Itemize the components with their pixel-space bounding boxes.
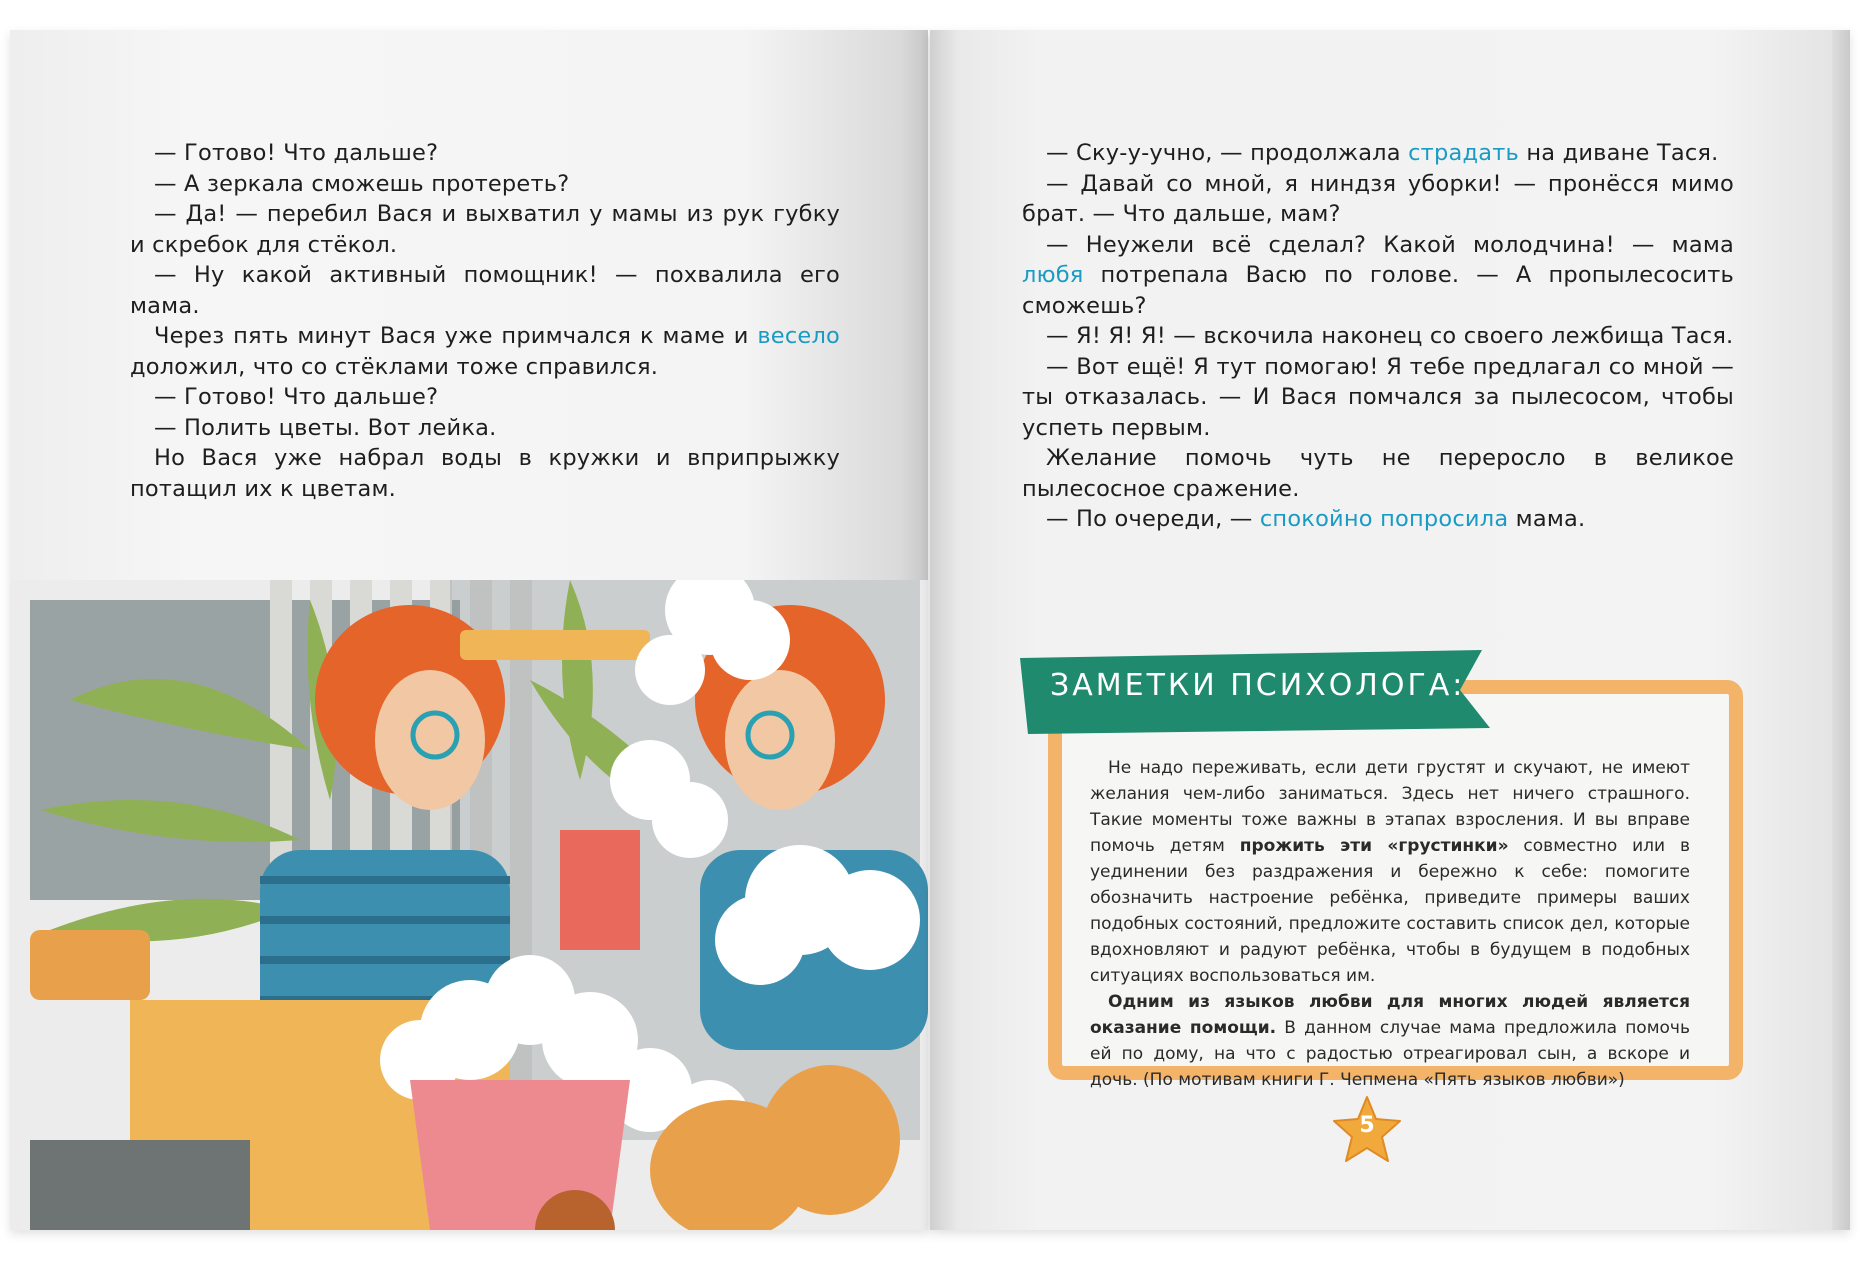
text-run: — Давай со мной, я ниндзя уборки! — пронёсся мимо брат. — Что дальше, мам? bbox=[1022, 170, 1734, 227]
book-spread bbox=[10, 30, 1850, 1235]
right-page-text bbox=[1022, 138, 1734, 535]
text-run: совместно или в уединении без раздражения и бережно к себе: помогите обозначить настроение ребёнка, приведите примеры ваших подобных состояний, предложите составить список дел, которые вдохновляют и радуют ребёнка, чтобы в будущем в подобных ситуациях воспользоваться им. bbox=[1090, 836, 1690, 986]
paragraph bbox=[1022, 321, 1734, 352]
paragraph bbox=[130, 413, 840, 444]
text-run: — Я! Я! Я! — вскочила наконец со своего лежбища Тася. bbox=[1046, 323, 1734, 349]
text-run: Желание помочь чуть не переросло в великое пылесосное сражение. bbox=[1022, 445, 1734, 502]
highlighted-word: весело bbox=[757, 323, 840, 349]
paragraph bbox=[130, 138, 840, 169]
paragraph bbox=[1090, 755, 1690, 989]
text-run: на диване Тася. bbox=[1518, 140, 1719, 166]
notes-text bbox=[1090, 755, 1690, 1093]
text-run: — Готово! Что дальше? bbox=[154, 384, 439, 410]
text-run: потрепала Васю по голове. — А пропылесосить сможешь? bbox=[1022, 262, 1734, 319]
page-number-text: 5 bbox=[1359, 1113, 1375, 1138]
text-run: — Ску-у-учно, — продолжала bbox=[1046, 140, 1409, 166]
paragraph bbox=[130, 169, 840, 200]
paragraph bbox=[130, 260, 840, 321]
paragraph bbox=[1022, 169, 1734, 230]
psychologist-notes bbox=[1020, 650, 1765, 1090]
paragraph bbox=[130, 199, 840, 260]
text-run: — Неужели всё сделал? Какой молодчина! — мама bbox=[1046, 231, 1734, 258]
text-run: Но Вася уже набрал воды в кружки и вприпрыжку потащил их к цветам. bbox=[130, 445, 840, 502]
paragraph bbox=[1022, 443, 1734, 504]
paragraph bbox=[1090, 989, 1690, 1093]
page-number bbox=[1332, 1095, 1402, 1165]
text-run: — Да! — перебил Вася и выхватил у мамы из рук губку и скребок для стёкол. bbox=[130, 201, 840, 258]
paragraph bbox=[130, 443, 840, 504]
text-run: — А зеркала сможешь протереть? bbox=[154, 170, 570, 197]
text-run: — Вот ещё! Я тут помогаю! Я тебе предлагал со мной — ты отказалась. — И Вася помчался за пылесосом, чтобы успеть первым. bbox=[1022, 353, 1734, 441]
text-run: — Ну какой активный помощник! — похвалила его мама. bbox=[130, 262, 840, 319]
paragraph bbox=[130, 382, 840, 413]
text-run: В данном случае мама предложила помочь ей по дому, на что с радостью отреагировал сын, а вскоре и дочь. (По мотивам книги Г. Чепмена «Пять языков любви») bbox=[1090, 1018, 1690, 1090]
illustration bbox=[10, 580, 928, 1230]
highlighted-word: спокойно попросила bbox=[1259, 506, 1509, 532]
paragraph bbox=[1022, 138, 1734, 169]
text-run: Через пять минут Вася уже примчался к маме и bbox=[154, 323, 758, 349]
paragraph bbox=[1022, 230, 1734, 322]
highlighted-word: любя bbox=[1022, 262, 1084, 288]
left-page-text bbox=[130, 138, 840, 504]
paragraph bbox=[1022, 504, 1734, 535]
text-run: доложил, что со стёклами тоже справился. bbox=[130, 353, 659, 380]
text-run: — Полить цветы. Вот лейка. bbox=[154, 414, 497, 441]
bold-text: Одним из языков любви для многих людей является оказание помощи. bbox=[1090, 992, 1690, 1038]
text-run: мама. bbox=[1508, 506, 1586, 532]
left-page bbox=[10, 30, 928, 1230]
highlighted-word: страдать bbox=[1408, 140, 1519, 166]
bold-text: прожить эти «грустинки» bbox=[1239, 836, 1509, 856]
notes-title: ЗАМЕТКИ ПСИХОЛОГА: bbox=[1050, 668, 1466, 703]
text-run: Не надо переживать, если дети грустят и скучают, не имеют желания чем-либо заниматься. Здесь нет ничего страшного. Такие моменты тоже важны в этапах взросления. И вы вправе помочь детям bbox=[1090, 758, 1690, 856]
right-page bbox=[930, 30, 1850, 1230]
paragraph bbox=[1022, 352, 1734, 444]
text-run: — Готово! Что дальше? bbox=[154, 140, 439, 166]
paragraph bbox=[130, 321, 840, 382]
text-run: — По очереди, — bbox=[1046, 506, 1260, 532]
